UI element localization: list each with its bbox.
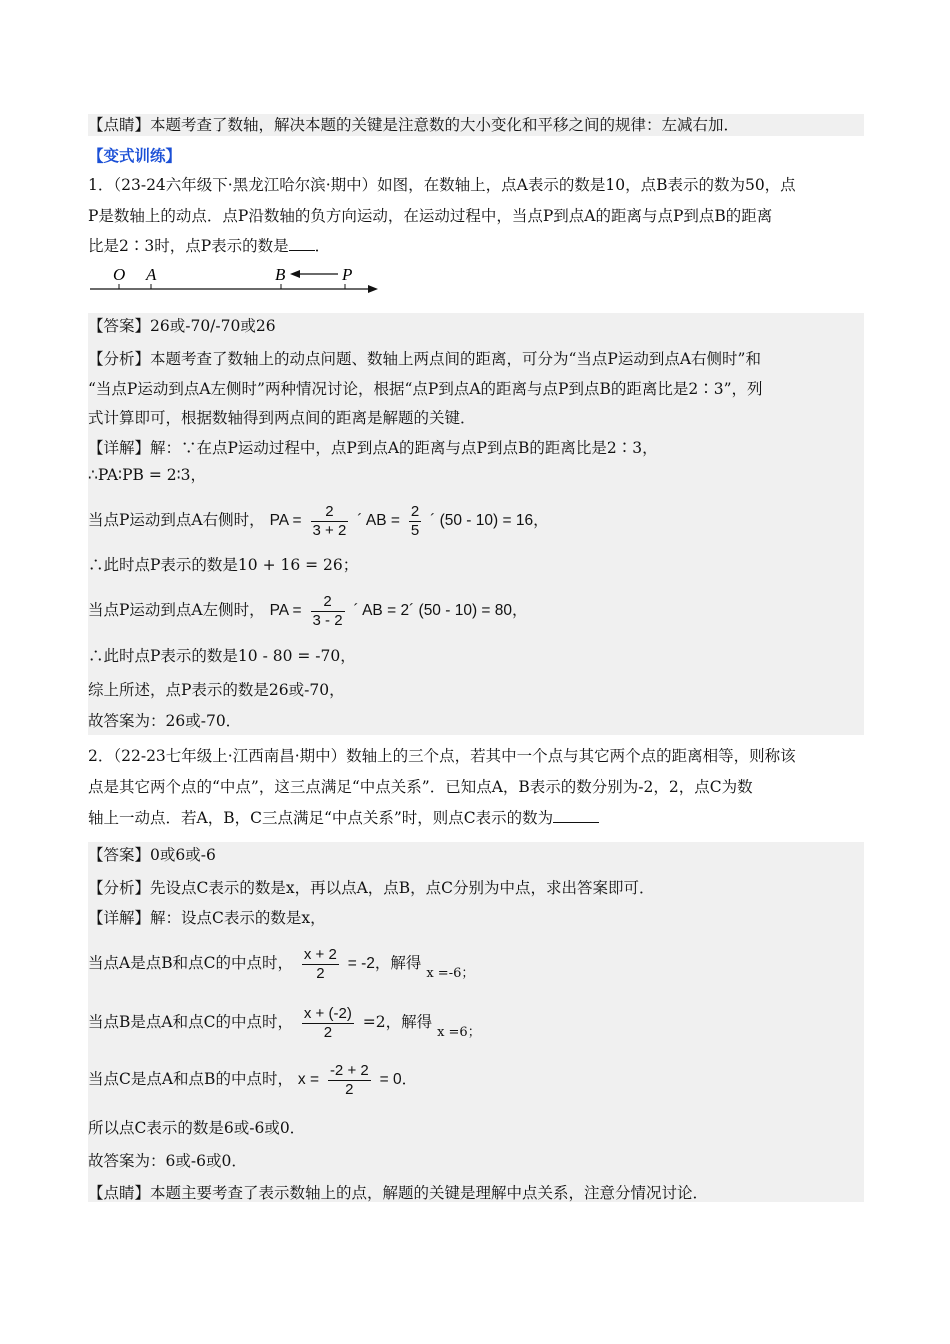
label-o: O xyxy=(113,265,126,284)
answer-blank xyxy=(553,808,599,823)
q2-line1: 2．（22-23七年级上·江西南昌·期中）数轴上的三个点，若其中一个点与其它两个点的距离相等，则称该 xyxy=(88,747,796,765)
top-note xyxy=(88,113,739,137)
case1-rhs: ´ (50 - 10) = 16， xyxy=(430,512,549,529)
q2-detail: 【详解】解：设点C表示的数是x， xyxy=(88,909,326,927)
c3-prefix: 当点C是点A和点B的中点时， xyxy=(88,1070,293,1088)
q1-final: 故答案为：26或-70． xyxy=(88,712,242,730)
q2-line3-text: 轴上一动点．若A，B，C三点满足“中点关系”时，则点C表示的数为 xyxy=(88,809,554,827)
q1-detail2: ∴PA∶PB = 2∶3， xyxy=(88,466,207,484)
c2-fraction: $\frac{x + (-2)}{2}$ xyxy=(303,1004,352,1041)
q1-analysis1: 【分析】本题考查了数轴上的动点问题、数轴上两点间的距离，可分为“当点P运动到点A右侧时”和 xyxy=(88,350,761,368)
c1-result: x =-6； xyxy=(426,966,475,981)
q1-case2-result: ∴此时点P表示的数是10 - 80 = -70， xyxy=(88,647,356,665)
number-line-figure xyxy=(88,262,388,302)
q2-case2 xyxy=(88,997,481,1049)
q1-line3-end: ． xyxy=(314,237,331,255)
c1-eq: = -2，解得 xyxy=(347,955,422,972)
motion-arrowhead xyxy=(290,270,300,278)
q1-detail1: 【详解】解：∵在点P运动过程中，点P到点A的距离与点P到点B的距离比是2∶3， xyxy=(88,439,658,457)
q2-case1 xyxy=(88,938,474,990)
q1-summary: 综上所述，点P表示的数是26或-70， xyxy=(88,681,345,699)
label-b: B xyxy=(275,265,286,284)
q2-analysis: 【分析】先设点C表示的数是x，再以点A，点B，点C分别为中点，求出答案即可． xyxy=(88,879,655,897)
q1-answer: 【答案】26或-70/-70或26 xyxy=(88,317,276,335)
label-a: A xyxy=(146,265,157,284)
q1-case2 xyxy=(88,588,528,633)
c2-prefix: 当点B是点A和点C的中点时， xyxy=(88,1013,293,1031)
case2-rhs: ´ AB = 2´ (50 - 10) = 80， xyxy=(353,602,528,619)
q2-line3 xyxy=(88,806,599,830)
note-text: 本题考查了数轴，解决本题的关键是注意数的大小变化和平移之间的规律：左减右加． xyxy=(150,116,740,134)
c1-fraction: $\frac{x + 2}{2}$ xyxy=(303,945,337,982)
section-title: 【变式训练】 xyxy=(88,146,182,165)
axis-arrow xyxy=(368,285,378,293)
c3-lhs: x = xyxy=(297,1071,319,1088)
c1-prefix: 当点A是点B和点C的中点时， xyxy=(88,954,293,972)
case1-fraction2: $\frac{2}{5}$ xyxy=(410,502,420,539)
case1-prefix: 当点P运动到点A右侧时， xyxy=(88,511,265,529)
c2-eq: =2，解得 xyxy=(362,1013,433,1031)
q1-analysis3: 式计算即可，根据数轴得到两点间的距离是解题的关键． xyxy=(88,409,476,427)
q2-answer: 【答案】0或6或-6 xyxy=(88,846,216,864)
q1-line1: 1．（23-24六年级下·黑龙江哈尔滨·期中）如图，在数轴上，点A表示的数是10，点B表示的数为50，点 xyxy=(88,176,796,194)
q2-case3 xyxy=(88,1054,417,1105)
c2-result: x =6； xyxy=(437,1025,481,1040)
case2-lhs: PA = xyxy=(269,602,302,619)
label-p: P xyxy=(342,265,353,284)
q2-note: 【点睛】本题主要考查了表示数轴上的点，解题的关键是理解中点关系，注意分情况讨论． xyxy=(88,1184,709,1202)
answer-blank xyxy=(289,236,315,251)
case2-prefix: 当点P运动到点A左侧时， xyxy=(88,601,265,619)
case1-lhs: PA = xyxy=(269,512,302,529)
note-tag: 【点睛】 xyxy=(88,116,151,134)
q1-line3-text: 比是2∶3时，点P表示的数是 xyxy=(88,237,289,255)
q2-summary: 所以点C表示的数是6或-6或0． xyxy=(88,1119,306,1137)
q1-case1 xyxy=(88,498,549,543)
case1-mid: ´ AB = xyxy=(357,512,400,529)
q2-line2: 点是其它两个点的“中点”，这三点满足“中点关系”．已知点A，B表示的数分别为-2，2，点C为数 xyxy=(88,778,753,796)
q1-analysis2: “当点P运动到点A左侧时”两种情况讨论，根据“点P到点A的距离与点P到点B的距离比是2∶3”，列 xyxy=(88,380,763,398)
c3-fraction: $\frac{-2 + 2}{2}$ xyxy=(329,1061,369,1098)
q2-final: 故答案为：6或-6或0． xyxy=(88,1152,247,1170)
case1-fraction1: $\frac{2}{3 + 2}$ xyxy=(312,502,347,539)
case2-fraction: $\frac{2}{3 - 2}$ xyxy=(312,592,343,629)
q1-line3 xyxy=(88,234,330,258)
q1-line2: P是数轴上的动点．点P沿数轴的负方向运动，在运动过程中，当点P到点A的距离与点P到点B的距离 xyxy=(88,207,773,225)
q1-case1-result: ∴此时点P表示的数是10 + 16 = 26； xyxy=(88,556,359,574)
c3-eq: = 0． xyxy=(379,1071,418,1088)
